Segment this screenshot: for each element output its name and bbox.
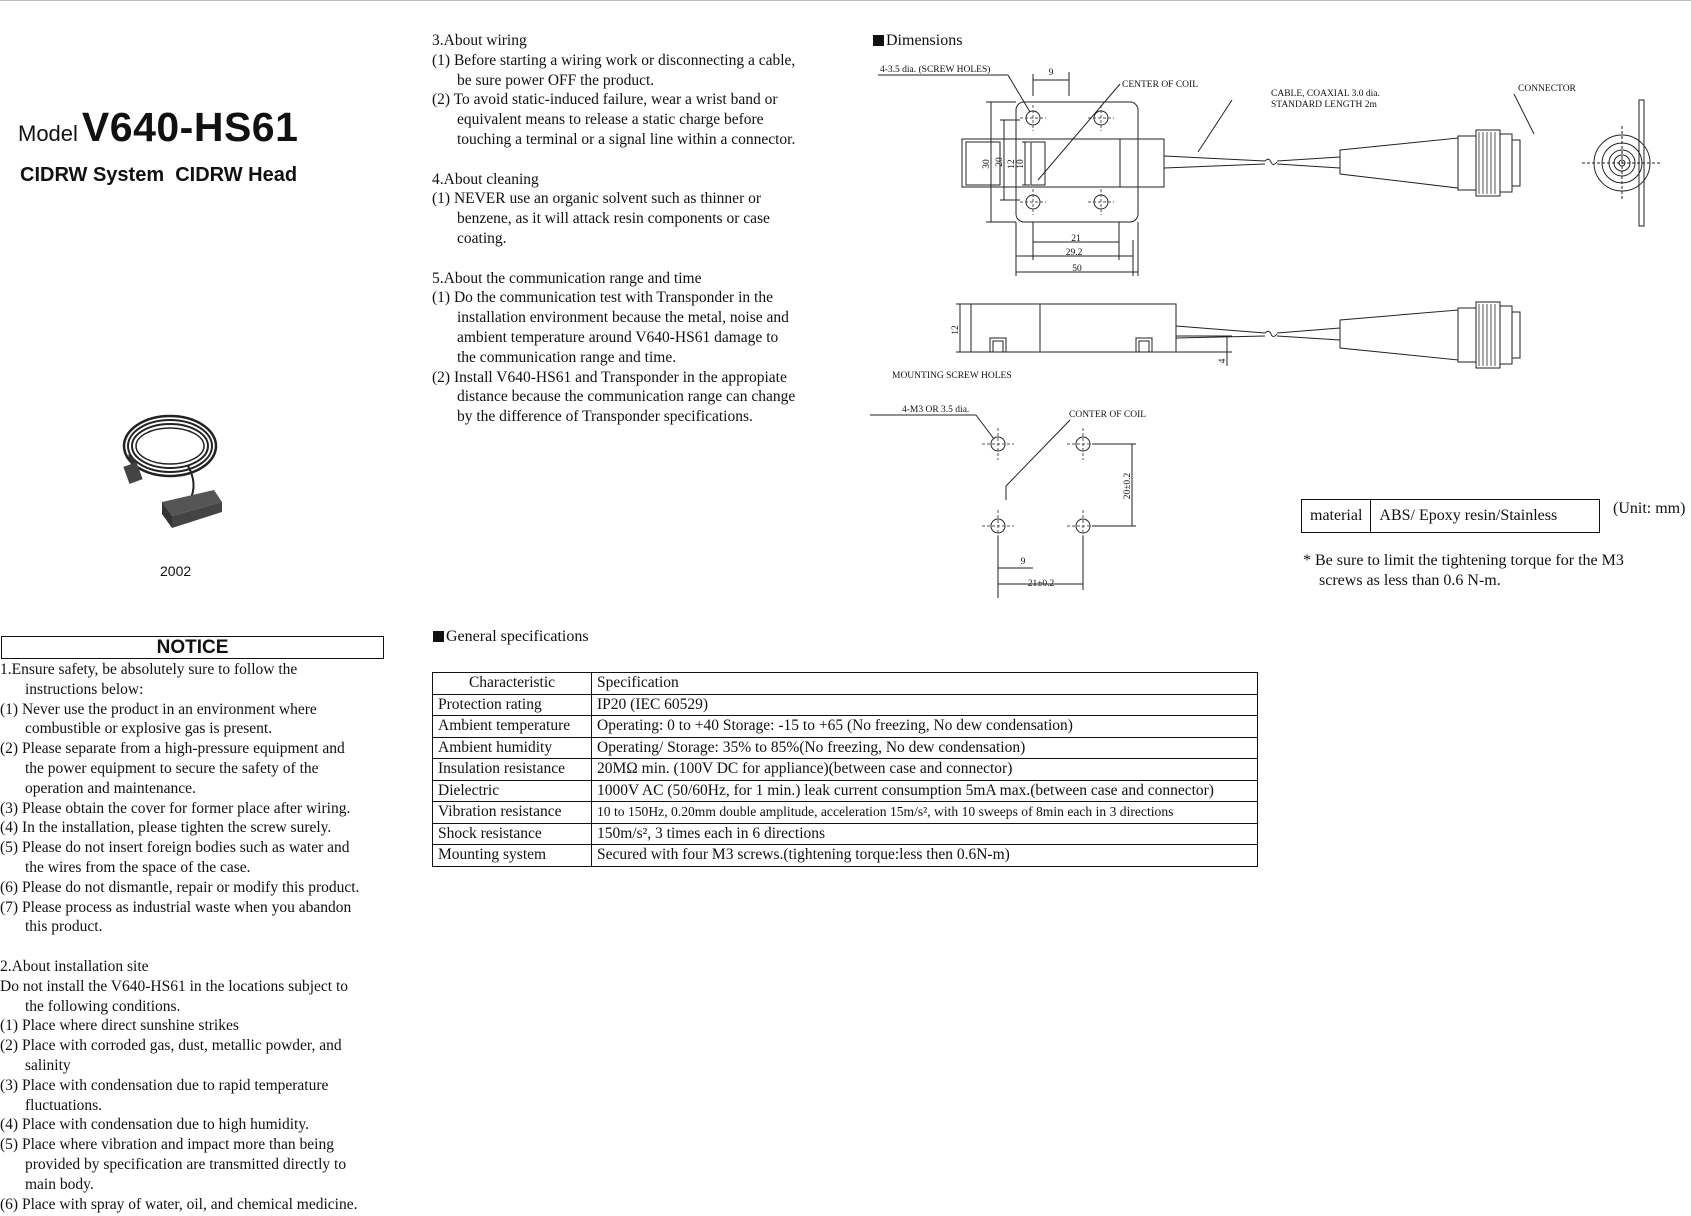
material-label: material xyxy=(1302,500,1371,533)
spec-characteristic: Vibration resistance xyxy=(433,802,592,824)
wiring-line: (2) To avoid static-induced failure, wear a wrist band or xyxy=(432,91,778,109)
wiring-line: by the difference of Transponder specifications. xyxy=(457,408,753,426)
notice-line: (2) Please separate from a high-pressure equipment and xyxy=(0,740,345,758)
notice-line: the following conditions. xyxy=(25,997,181,1015)
wiring-line: 3.About wiring xyxy=(432,32,527,49)
bullet-square-icon xyxy=(433,631,444,642)
label-m3-holes: 4-M3 OR 3.5 dia. xyxy=(902,405,970,415)
unit-note: (Unit: mm) xyxy=(1613,500,1686,517)
notice-line: main body. xyxy=(25,1175,94,1193)
dim-50: 50 xyxy=(1072,264,1082,274)
notice-line: 2.About installation site xyxy=(0,957,149,975)
spec-row xyxy=(433,802,1258,824)
spec-characteristic: Mounting system xyxy=(433,845,592,867)
general-specs-title xyxy=(433,628,589,646)
dim-20: 20 xyxy=(995,157,1005,167)
wiring-line: (2) Install V640-HS61 and Transponder in the appropiate xyxy=(432,368,787,386)
general-specs-table xyxy=(432,672,1258,867)
notice-line: operation and maintenance. xyxy=(25,779,196,797)
wiring-line: touching a terminal or a signal line within a connector. xyxy=(457,130,796,148)
spec-value: Operating: 0 to +40 Storage: -15 to +65 (No freezing, No dew condensation) xyxy=(592,716,1258,738)
spec-characteristic: Insulation resistance xyxy=(433,759,592,781)
notice-line: salinity xyxy=(25,1056,71,1074)
wiring-line xyxy=(432,249,832,269)
notice-line: (1) Never use the product in an environment where xyxy=(0,700,317,718)
spec-row xyxy=(433,694,1258,716)
label-screw-holes: 4-3.5 dia. (SCREW HOLES) xyxy=(880,65,991,75)
dim-21: 21 xyxy=(1071,234,1081,244)
wiring-line: (1) Do the communication test with Transponder in the xyxy=(432,289,773,307)
dimensions-title xyxy=(873,32,962,50)
wiring-cleaning-instructions xyxy=(432,31,832,427)
dim-29-2: 29.2 xyxy=(1065,248,1083,258)
spec-row xyxy=(433,780,1258,802)
torque-note-line-1: * Be sure to limit the tightening torque for the M3 xyxy=(1303,552,1624,569)
dim-side-4: 4 xyxy=(1218,358,1228,364)
spec-value: 20MΩ min. (100V DC for appliance)(between case and connector) xyxy=(592,759,1258,781)
wiring-line: benzene, as it will attack resin components or case xyxy=(457,210,770,228)
notice-title: NOTICE xyxy=(1,636,384,659)
notice-line: Do not install the V640-HS61 in the locations subject to xyxy=(0,977,349,995)
label-mounting-screw-holes: MOUNTING SCREW HOLES xyxy=(892,371,1012,381)
label-center-of-coil: CENTER OF COIL xyxy=(1122,80,1198,90)
wiring-line: equivalent means to release a static charge before xyxy=(457,111,764,129)
dim-30: 30 xyxy=(982,159,992,169)
spec-characteristic: Ambient humidity xyxy=(433,737,592,759)
spec-row xyxy=(433,716,1258,738)
product-photo xyxy=(118,404,238,534)
publication-year: 2002 xyxy=(160,563,192,579)
notice-line: (5) Please do not insert foreign bodies such as water and xyxy=(0,839,350,857)
material-row xyxy=(1302,500,1600,533)
notice-line: (6) Please do not dismantle, repair or modify this product. xyxy=(0,878,360,896)
model-heading xyxy=(18,104,298,151)
material-table xyxy=(1301,499,1600,533)
spec-row xyxy=(433,737,1258,759)
wiring-line: (1) NEVER use an organic solvent such as thinner or xyxy=(432,190,762,208)
top-view xyxy=(878,72,1662,276)
notice-line: provided by specification are transmitted directly to xyxy=(25,1155,347,1173)
notice-line: the wires from the space of the case. xyxy=(25,858,251,876)
notice-line: (4) Place with condensation due to high humidity. xyxy=(0,1116,309,1134)
wiring-line: distance because the communication range can change xyxy=(457,388,796,406)
mounting-holes-view xyxy=(870,415,1136,598)
notice-line: (3) Please obtain the cover for former place after wiring. xyxy=(0,799,351,817)
label-cable: CABLE, COAXIAL 3.0 dia. xyxy=(1271,89,1380,99)
wiring-line: be sure power OFF the product. xyxy=(457,71,655,89)
bullet-square-icon xyxy=(873,35,884,46)
dim-side-12: 12 xyxy=(951,325,961,335)
notice-line: (3) Place with condensation due to rapid temperature xyxy=(0,1076,329,1094)
torque-note xyxy=(1303,551,1683,590)
notice-line: combustible or explosive gas is present. xyxy=(25,720,273,738)
spec-characteristic: Ambient temperature xyxy=(433,716,592,738)
wiring-line: (1) Before starting a wiring work or disconnecting a cable, xyxy=(432,51,796,69)
spec-value: 10 to 150Hz, 0.20mm double amplitude, acceleration 15m/s², with 10 sweeps of 8min each in 3 directions xyxy=(592,802,1258,824)
general-specs-title-text: General specifications xyxy=(446,628,589,645)
notice-line: (2) Place with corroded gas, dust, metallic powder, and xyxy=(0,1037,342,1055)
side-view xyxy=(956,302,1520,368)
dim-10: 10 xyxy=(1016,159,1026,169)
dim-12: 12 xyxy=(1007,159,1017,169)
dimensions-title-text: Dimensions xyxy=(886,32,963,49)
spec-characteristic: Dielectric xyxy=(433,780,592,802)
wiring-line: coating. xyxy=(457,229,507,247)
dim-9: 9 xyxy=(1048,68,1054,78)
wiring-line: 5.About the communication range and time xyxy=(432,269,702,287)
wiring-line: installation environment because the metal, noise and xyxy=(457,309,789,327)
col-characteristic-header: Characteristic xyxy=(433,673,592,695)
spec-value: Secured with four M3 screws.(tightening torque:less then 0.6N-m) xyxy=(592,845,1258,867)
torque-note-line-2: screws as less than 0.6 N-m. xyxy=(1319,571,1501,589)
notice-text xyxy=(0,660,395,1214)
notice-line: (6) Place with spray of water, oil, and chemical medicine. xyxy=(0,1195,358,1213)
col-specification-header: Specification xyxy=(592,673,1258,695)
top-border xyxy=(0,0,1691,1)
spec-row xyxy=(433,823,1258,845)
label-conter-of-coil: CONTER OF COIL xyxy=(1069,410,1147,420)
notice-line: the power equipment to secure the safety of the xyxy=(25,759,319,777)
notice-line: (4) In the installation, please tighten the screw surely. xyxy=(0,819,332,837)
spec-value: IP20 (IEC 60529) xyxy=(592,694,1258,716)
label-standard-length: STANDARD LENGTH 2m xyxy=(1271,100,1377,110)
notice-line: 1.Ensure safety, be absolutely sure to follow the xyxy=(0,661,298,678)
spec-value: 150m/s², 3 times each in 6 directions xyxy=(592,823,1258,845)
notice-line: (7) Please process as industrial waste when you abandon xyxy=(0,898,352,916)
notice-line: (5) Place where vibration and impact more than being xyxy=(0,1136,334,1154)
material-value: ABS/ Epoxy resin/Stainless xyxy=(1371,500,1600,533)
wiring-line: the communication range and time. xyxy=(457,348,677,366)
dim-pitch-horizontal: 21±0.2 xyxy=(1027,579,1055,589)
model-number: V640-HS61 xyxy=(81,104,299,150)
spec-header-row xyxy=(433,673,1258,695)
notice-line: this product. xyxy=(25,918,103,936)
wiring-line: ambient temperature around V640-HS61 damage to xyxy=(457,328,779,346)
spec-row xyxy=(433,845,1258,867)
spec-characteristic: Shock resistance xyxy=(433,823,592,845)
notice-line: instructions below: xyxy=(25,680,144,698)
product-subtitle: CIDRW System CIDRW Head xyxy=(20,164,298,186)
spec-value: 1000V AC (50/60Hz, for 1 min.) leak current consumption 5mA max.(between case and connector) xyxy=(592,780,1258,802)
notice-line xyxy=(0,937,395,957)
model-label: Model xyxy=(18,121,78,146)
wiring-line xyxy=(432,150,832,170)
spec-value: Operating/ Storage: 35% to 85%(No freezing, No dew condensation) xyxy=(592,737,1258,759)
wiring-line: 4.About cleaning xyxy=(432,170,539,188)
dim-pitch-vertical: 20±0.2 xyxy=(1123,472,1133,500)
notice-line: fluctuations. xyxy=(25,1096,103,1114)
dim-pitch-9: 9 xyxy=(1020,557,1026,567)
spec-row xyxy=(433,759,1258,781)
label-connector: CONNECTOR xyxy=(1518,84,1576,94)
spec-characteristic: Protection rating xyxy=(433,694,592,716)
notice-line: (1) Place where direct sunshine strikes xyxy=(0,1017,239,1035)
